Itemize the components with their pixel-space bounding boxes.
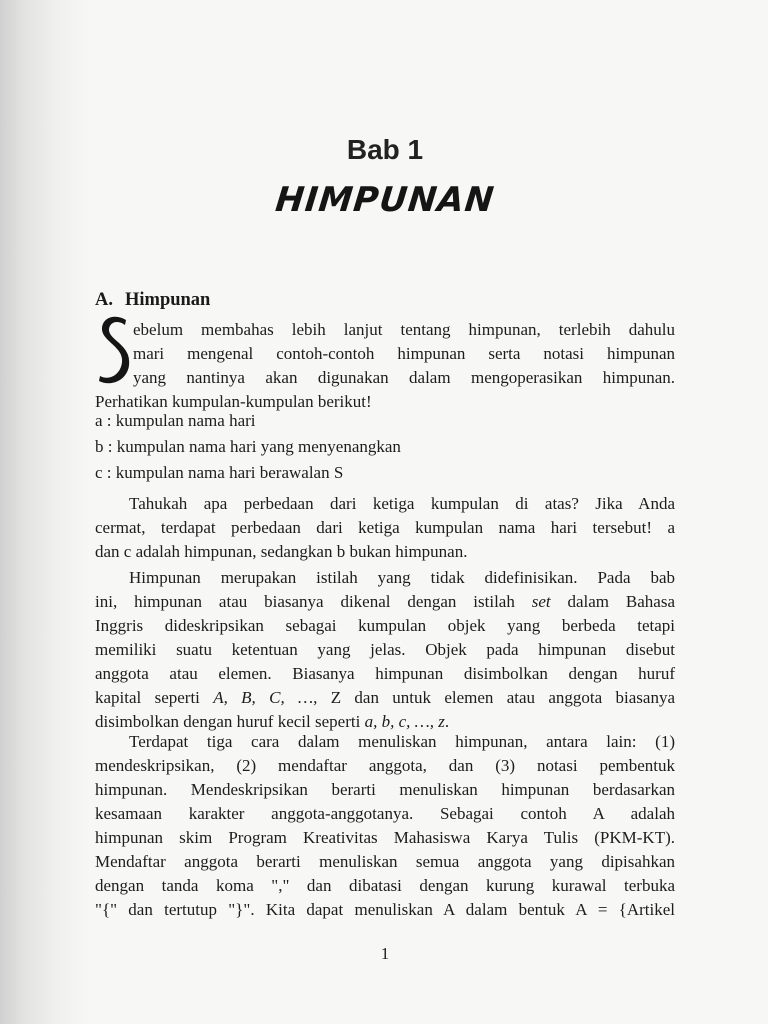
italic-term: A, B, C, …,	[213, 688, 318, 707]
paragraph-line: anggota atau elemen. Biasanya himpunan disimbolkan dengan huruf	[95, 664, 675, 683]
intro-line: ebelum membahas lebih lanjut tentang himpunan, terlebih dahulu	[133, 320, 675, 339]
paragraph-line: memiliki suatu ketentuan yang jelas. Objek pada himpunan disebut	[95, 640, 675, 659]
section-title: Himpunan	[125, 290, 211, 310]
paragraph-1	[95, 492, 675, 564]
text-run: ini, himpunan atau biasanya dikenal dengan istilah	[95, 592, 532, 611]
paragraph-line: Mendaftar anggota berarti menuliskan semua anggota yang dipisahkan	[95, 852, 675, 871]
intro-paragraph	[95, 318, 675, 414]
page-number: 1	[380, 944, 390, 963]
paragraph-line: Terdapat tiga cara dalam menuliskan himpunan, antara lain: (1)	[129, 732, 675, 751]
paragraph-2	[95, 566, 675, 734]
section-number: A.	[95, 290, 113, 310]
text-run: kapital seperti	[95, 688, 214, 707]
paragraph-line: Himpunan merupakan istilah yang tidak didefinisikan. Pada bab	[129, 568, 675, 587]
kumpulan-list	[95, 408, 675, 486]
paragraph-line: Tahukah apa perbedaan dari ketiga kumpulan di atas? Jika Anda	[129, 494, 675, 513]
section-heading	[95, 290, 210, 311]
text-run: .	[444, 712, 450, 731]
intro-line: mari mengenal contoh-contoh himpunan serta notasi himpunan	[133, 344, 675, 363]
dropcap-letter	[95, 314, 135, 386]
list-item: b : kumpulan nama hari yang menyenangkan	[95, 437, 401, 456]
paragraph-line: cermat, terdapat perbedaan dari ketiga kumpulan nama hari tersebut! a	[95, 518, 675, 537]
text-run: Z dan untuk elemen atau anggota biasanya	[317, 688, 675, 707]
italic-term: a, b, c, …, z	[364, 712, 445, 731]
paragraph-line	[95, 590, 675, 614]
paragraph-line: kesamaan karakter anggota-anggotanya. Sebagai contoh A adalah	[95, 804, 675, 823]
paragraph-3	[95, 730, 675, 922]
text-run: disimbolkan dengan huruf kecil seperti	[95, 712, 365, 731]
paragraph-line: "{" dan tertutup "}". Kita dapat menuliskan A dalam bentuk A = {Artikel	[95, 900, 675, 919]
paragraph-line: Inggris dideskripsikan sebagai kumpulan objek yang berbeda tetapi	[95, 616, 675, 635]
book-page	[95, 0, 675, 1024]
intro-line: yang nantinya akan digunakan dalam mengoperasikan himpunan.	[133, 368, 675, 387]
paragraph-line: himpunan skim Program Kreativitas Mahasiswa Karya Tulis (PKM-KT).	[95, 828, 675, 847]
list-item: c : kumpulan nama hari berawalan S	[95, 463, 344, 482]
paragraph-line: dan c adalah himpunan, sedangkan b bukan himpunan.	[95, 542, 468, 561]
dropcap-s-glyph	[95, 314, 135, 386]
list-item: a : kumpulan nama hari	[95, 411, 256, 430]
chapter-label: Bab 1	[346, 134, 424, 165]
book-spine-shadow	[0, 0, 90, 1024]
paragraph-line: mendeskripsikan, (2) mendaftar anggota, dan (3) notasi pembentuk	[95, 756, 675, 775]
paragraph-line: himpunan. Mendeskripsikan berarti menuliskan himpunan berdasarkan	[95, 780, 675, 799]
text-run: dalam Bahasa	[550, 592, 675, 611]
chapter-title: HIMPUNAN	[273, 180, 497, 220]
intro-line: Perhatikan kumpulan-kumpulan berikut!	[95, 392, 372, 411]
italic-term: set	[531, 592, 551, 611]
paragraph-line: dengan tanda koma "," dan dibatasi dengan kurung kurawal terbuka	[95, 876, 675, 895]
paragraph-line	[95, 686, 675, 710]
